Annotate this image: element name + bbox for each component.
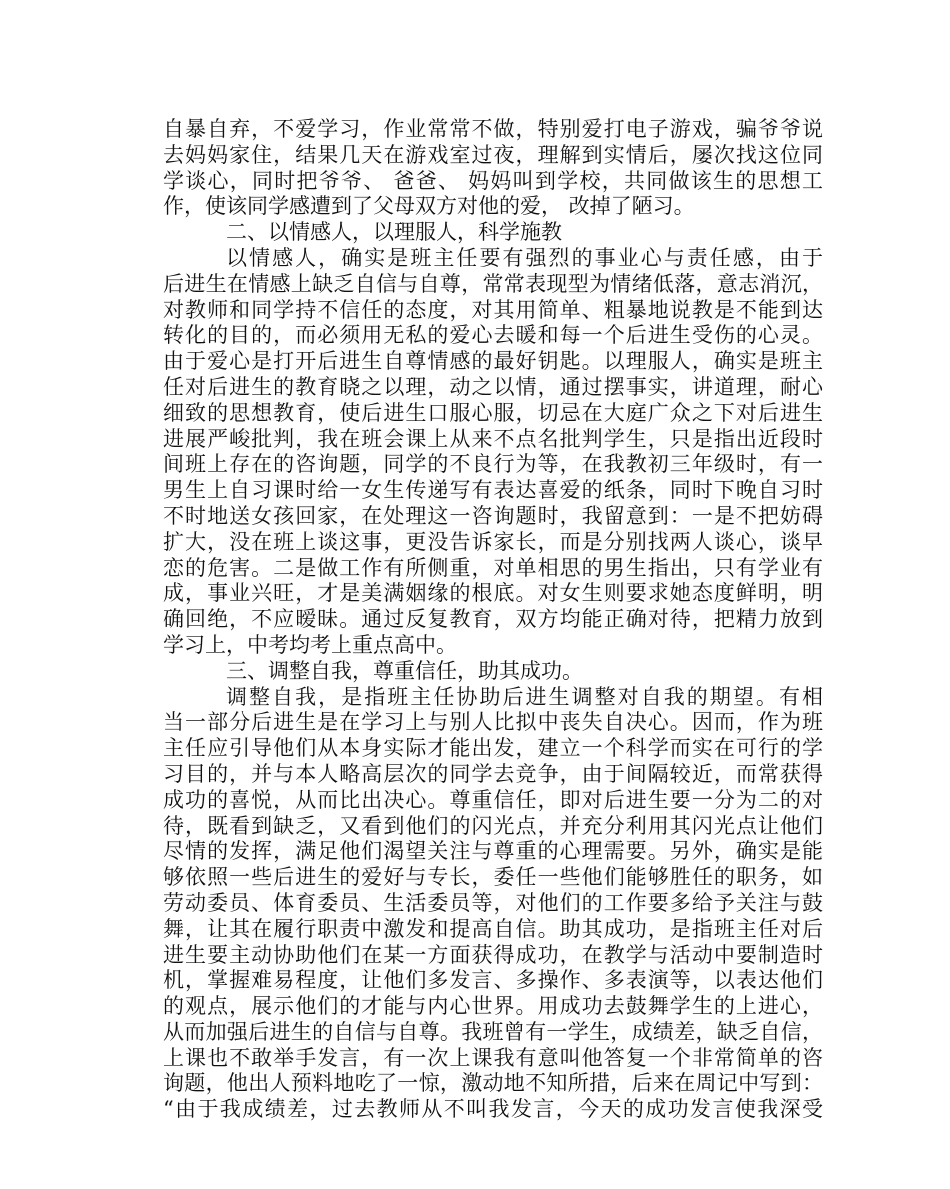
text-line: 以情感人，确实是班主任要有强烈的事业心与责任感，由于 [226,245,823,270]
text-line: 成，事业兴旺，才是美满姻缘的根底。对女生则要求她态度鲜明，明 [163,581,823,606]
text-line: 劳动委员、体育委员、生活委员等，对他们的工作要多给予关注与鼓 [163,890,823,915]
text-line: 三、调整自我，尊重信任，助其成功。 [226,658,583,683]
text-line: 细致的思想教育，使后进生口服心服，切忌在大庭广众之下对后进生 [163,400,823,425]
text-line: 后进生在情感上缺乏自信与自尊，常常表现型为情绪低落，意志消沉， [163,271,823,296]
text-line: 尽情的发挥，满足他们渴望关注与尊重的心理需要。另外，确实是能 [163,839,823,864]
text-line: 二、以情感人，以理服人，科学施教 [226,220,562,245]
text-line: 主任应引导他们从本身实际才能出发，建立一个科学而实在可行的学 [163,736,823,761]
text-line: 待，既看到缺乏，又看到他们的闪光点，并充分利用其闪光点让他们 [163,813,823,838]
text-line: 恋的危害。二是做工作有所侧重，对单相思的男生指出，只有学业有 [163,555,823,580]
text-line: 不时地送女孩回家，在处理这一咨询题时，我留意到：一是不把妨碍 [163,503,823,528]
text-line: 舞，让其在履行职责中激发和提高自信。助其成功，是指班主任对后 [163,916,823,941]
text-line: 上课也不敢举手发言，有一次上课我有意叫他答复一个非常简单的咨 [163,1045,823,1070]
text-line: 机，掌握难易程度，让他们多发言、多操作、多表演等，以表达他们 [163,968,823,993]
text-line: 去妈妈家住，结果几天在游戏室过夜，理解到实情后，屡次找这位同 [163,142,823,167]
text-line: 转化的目的，而必须用无私的爱心去暖和每一个后进生受伤的心灵。 [163,323,823,348]
text-line: 进展严峻批判，我在班会课上从来不点名批判学生，只是指出近段时 [163,426,823,451]
text-line: 进生要主动协助他们在某一方面获得成功，在教学与活动中要制造时 [163,942,823,967]
text-line: 作，使该同学感遭到了父母双方对他的爱， 改掉了陋习。 [163,194,695,219]
text-line: 成功的喜悦，从而比出决心。尊重信任，即对后进生要一分为二的对 [163,787,823,812]
text-line: 确回绝，不应暧昧。通过反复教育，双方均能正确对待，把精力放到 [163,607,823,632]
text-line: 询题，他出人预料地吃了一惊，激动地不知所措，后来在周记中写到： [163,1071,823,1096]
text-line: 男生上自习课时给一女生传递写有表达喜爱的纸条，同时下晚自习时 [163,478,823,503]
text-line: 对教师和同学持不信任的态度，对其用简单、粗暴地说教是不能到达 [163,297,823,322]
text-line: 从而加强后进生的自信与自尊。我班曾有一学生，成绩差，缺乏自信， [163,1019,823,1044]
text-line: 习目的，并与本人略高层次的同学去竞争，由于间隔较近，而常获得 [163,761,823,786]
text-line: 间班上存在的咨询题，同学的不良行为等，在我教初三年级时，有一 [163,452,823,477]
text-line: 学习上，中考均考上重点高中。 [163,632,457,657]
text-line: 自暴自弃，不爱学习，作业常常不做，特别爱打电子游戏，骗爷爷说 [163,117,823,141]
text-line: 扩大，没在班上谈这事，更没告诉家长，而是分别找两人谈心，谈早 [163,529,823,554]
text-line: “由于我成绩差，过去教师从不叫我发言，今天的成功发言使我深受 [163,1097,823,1122]
text-line: 够依照一些后进生的爱好与专长，委任一些他们能够胜任的职务，如 [163,865,823,890]
text-line: 当一部分后进生是在学习上与别人比拟中丧失自决心。因而，作为班 [163,710,823,735]
text-line: 的观点，展示他们的才能与内心世界。用成功去鼓舞学生的上进心， [163,994,823,1019]
text-line: 由于爱心是打开后进生自尊情感的最好钥匙。以理服人，确实是班主 [163,349,823,374]
text-line: 任对后进生的教育晓之以理，动之以情，通过摆事实，讲道理，耐心 [163,374,823,399]
text-line: 学谈心，同时把爷爷、 爸爸、 妈妈叫到学校，共同做该生的思想工 [163,168,823,193]
document-page [163,117,823,1123]
text-line: 调整自我，是指班主任协助后进生调整对自我的期望。有相 [226,684,823,709]
